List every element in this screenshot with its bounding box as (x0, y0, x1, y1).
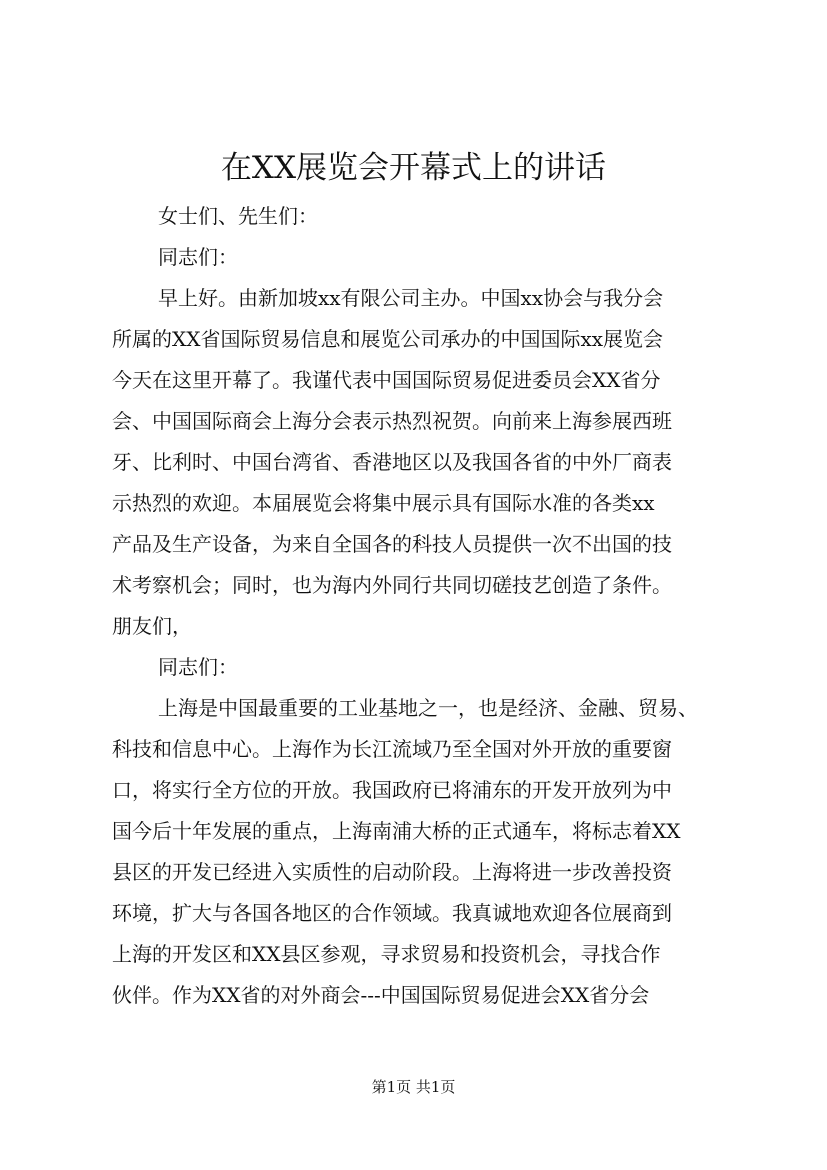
body-line: 牙、比利时、中国台湾省、香港地区以及我国各省的中外厂商表 (112, 450, 672, 474)
body-line: 产品及生产设备，为来自全国各的科技人员提供一次不出国的技 (112, 532, 672, 556)
document-title: 在XX展览会开幕式上的讲话 (220, 150, 607, 186)
body-line: 口，将实行全方位的开放。我国政府已将浦东的开发开放列为中 (112, 778, 672, 802)
body-line: 女士们、先生们： (158, 204, 318, 228)
body-line: 所属的XX省国际贸易信息和展览公司承办的中国国际xx展览会 (112, 327, 664, 351)
body-line: 科技和信息中心。上海作为长江流域乃至全国对外开放的重要窗 (112, 737, 672, 761)
body-line: 今天在这里开幕了。我谨代表中国国际贸易促进委员会XX省分 (112, 368, 661, 392)
body-line: 上海是中国最重要的工业基地之一，也是经济、金融、贸易、 (158, 696, 698, 720)
page-footer: 第1页 共1页 (371, 1078, 456, 1096)
body-line: 国今后十年发展的重点，上海南浦大桥的正式通车，将标志着XX (112, 819, 681, 843)
document-body (112, 196, 732, 1016)
body-line: 同志们： (158, 655, 238, 679)
body-line: 县区的开发已经进入实质性的启动阶段。上海将进一步改善投资 (112, 860, 672, 884)
body-line: 同志们： (158, 245, 238, 269)
body-line: 术考察机会；同时，也为海内外同行共同切磋技艺创造了条件。 (112, 573, 672, 597)
body-line: 朋友们， (112, 614, 192, 638)
body-line: 示热烈的欢迎。本届展览会将集中展示具有国际水准的各类xx (112, 491, 655, 515)
body-line: 伙伴。作为XX省的对外商会---中国国际贸易促进会XX省分会 (112, 983, 650, 1007)
body-line: 早上好。由新加坡xx有限公司主办。中国xx协会与我分会 (158, 286, 664, 310)
body-line: 环境，扩大与各国各地区的合作领域。我真诚地欢迎各位展商到 (112, 901, 672, 925)
body-line: 上海的开发区和XX县区参观，寻求贸易和投资机会，寻找合作 (112, 942, 661, 966)
body-line: 会、中国国际商会上海分会表示热烈祝贺。向前来上海参展西班 (112, 409, 672, 433)
